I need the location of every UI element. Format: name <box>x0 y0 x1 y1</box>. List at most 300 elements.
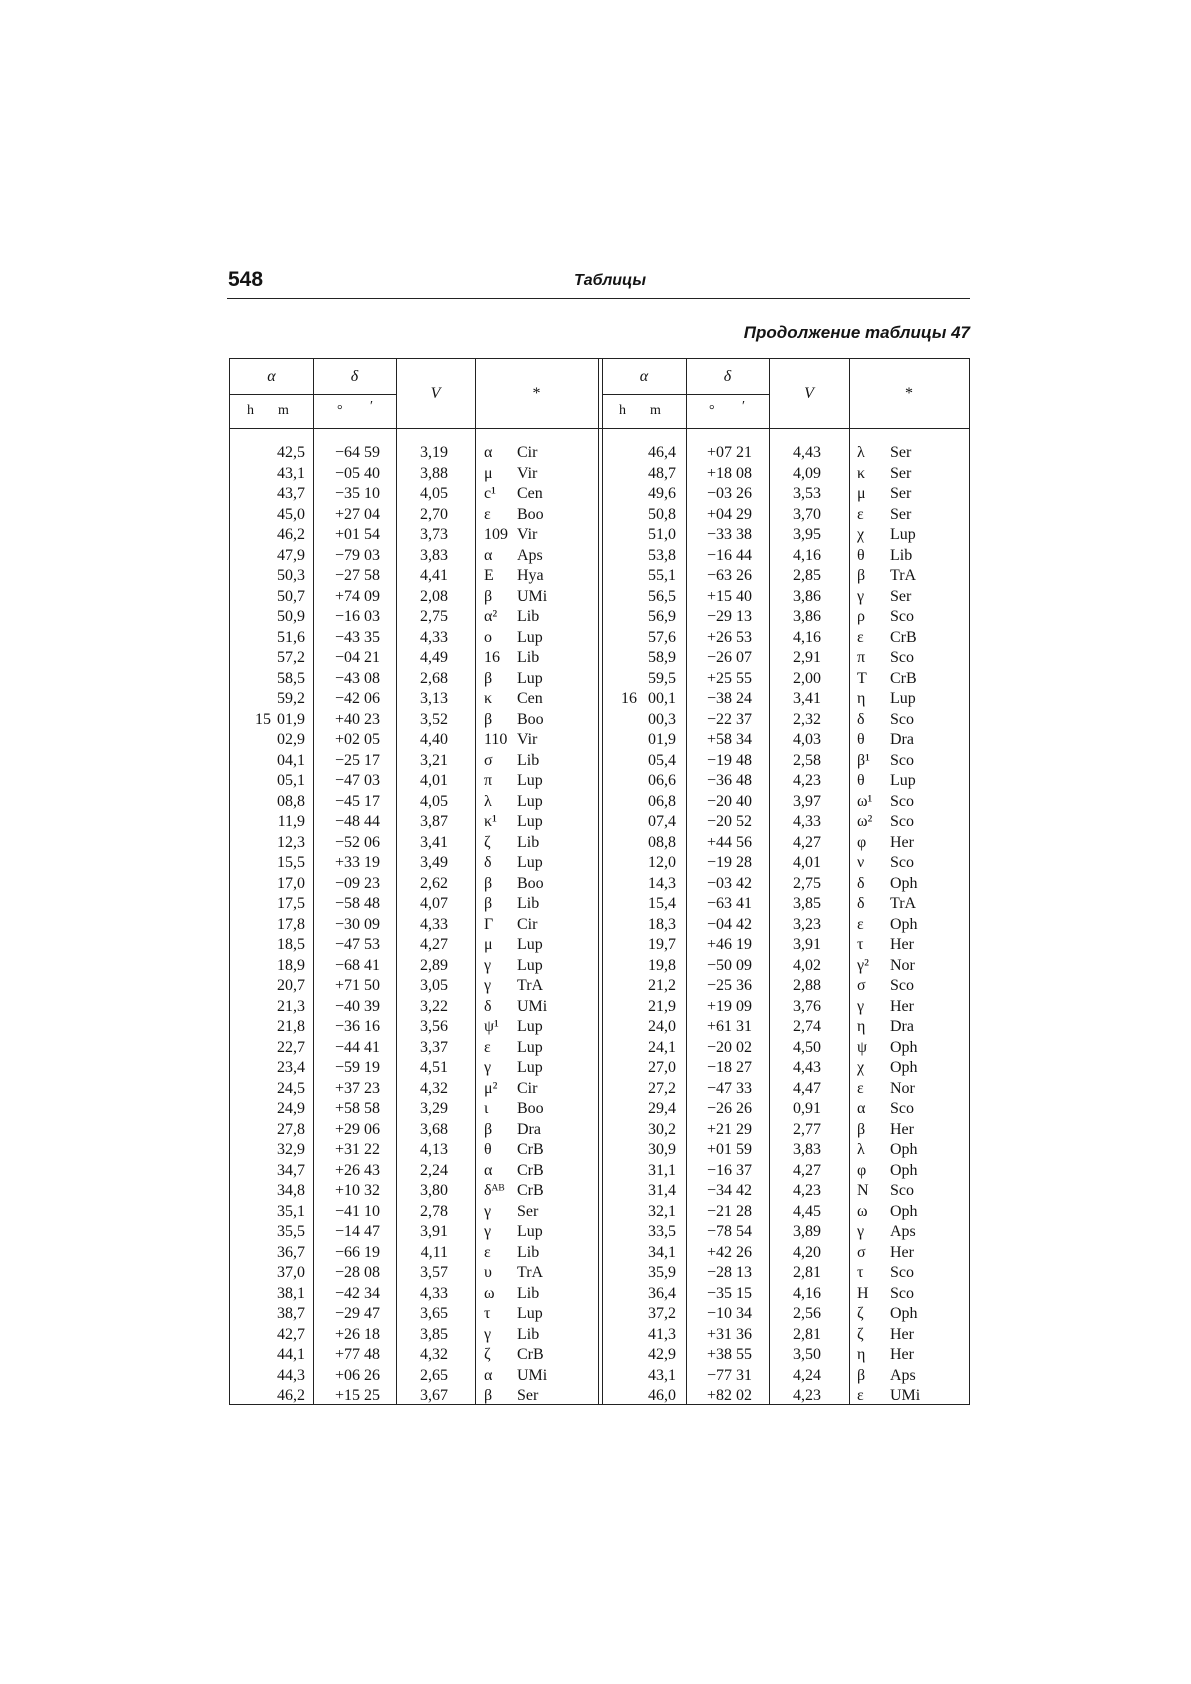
constellation: Lup <box>890 526 916 543</box>
star-designation: γ <box>484 956 492 974</box>
declination: −52 06 <box>334 833 380 851</box>
star-designation: ζ <box>484 833 491 851</box>
constellation: Sco <box>890 649 914 666</box>
magnitude: 3,70 <box>793 505 821 523</box>
magnitude: 2,88 <box>793 977 821 994</box>
ra-minutes: 50,3 <box>277 567 305 584</box>
ra-minutes: 21,3 <box>277 997 305 1015</box>
constellation: UMi <box>517 1366 548 1384</box>
header-star: * <box>905 385 913 402</box>
star-designation: π <box>484 772 493 789</box>
star-designation: δᴬᴮ <box>484 1182 505 1199</box>
star-designation: β <box>484 669 493 687</box>
declination: +04 29 <box>706 505 752 523</box>
magnitude: 2,58 <box>793 751 821 769</box>
magnitude: 4,43 <box>793 444 821 461</box>
running-title: Таблицы <box>573 272 647 289</box>
ra-minutes: 34,1 <box>648 1243 676 1261</box>
declination: −16 37 <box>706 1161 752 1179</box>
declination: +15 25 <box>334 1387 380 1404</box>
constellation: Aps <box>517 546 543 564</box>
magnitude: 3,19 <box>420 444 448 461</box>
declination: −16 44 <box>706 546 752 564</box>
declination: −47 33 <box>706 1079 752 1097</box>
constellation: Sco <box>890 1100 914 1117</box>
star-designation: β <box>484 587 493 605</box>
ra-minutes: 36,4 <box>648 1284 676 1302</box>
magnitude: 2,75 <box>793 874 821 892</box>
constellation: Lup <box>517 813 543 830</box>
declination: −19 48 <box>706 751 752 769</box>
star-designation: γ <box>484 1059 492 1076</box>
declination: +31 36 <box>706 1325 752 1343</box>
constellation: UMi <box>890 1387 921 1404</box>
declination: −21 28 <box>706 1202 752 1220</box>
magnitude: 4,33 <box>793 813 821 830</box>
constellation: CrB <box>517 1161 544 1179</box>
header-delta: δ <box>723 368 732 385</box>
star-designation: c¹ <box>484 485 496 502</box>
magnitude: 3,05 <box>420 977 448 994</box>
magnitude: 4,05 <box>420 792 448 810</box>
star-designation: T <box>857 669 867 687</box>
ra-minutes: 21,9 <box>648 997 676 1015</box>
constellation: CrB <box>517 1346 544 1363</box>
unit-hours: h <box>619 403 626 418</box>
ra-minutes: 42,9 <box>648 1346 676 1363</box>
declination: −20 02 <box>706 1038 752 1056</box>
ra-minutes: 46,4 <box>648 444 676 461</box>
constellation: Her <box>890 1243 914 1261</box>
ra-minutes: 47,9 <box>277 546 305 564</box>
magnitude: 4,01 <box>420 772 448 789</box>
ra-minutes: 50,9 <box>277 608 305 625</box>
constellation: TrA <box>890 895 917 912</box>
header-v: V <box>804 385 814 402</box>
declination: −27 58 <box>334 567 380 584</box>
star-designation: μ <box>484 936 493 953</box>
star-designation: λ <box>857 1141 865 1158</box>
declination: −66 19 <box>334 1243 380 1261</box>
star-designation: δ <box>484 854 492 871</box>
declination: +01 59 <box>706 1141 752 1158</box>
magnitude: 2,75 <box>420 608 448 625</box>
magnitude: 3,29 <box>420 1100 448 1117</box>
constellation: CrB <box>517 1141 544 1158</box>
constellation: Sco <box>890 813 914 830</box>
declination: −19 28 <box>706 854 752 871</box>
constellation: Lup <box>890 690 916 707</box>
constellation: Ser <box>890 444 912 461</box>
ra-minutes: 34,8 <box>277 1182 305 1199</box>
star-designation: α <box>484 546 493 564</box>
star-designation: χ <box>857 1059 865 1076</box>
declination: −25 36 <box>706 977 752 994</box>
star-designation: γ <box>484 1325 492 1343</box>
ra-minutes: 32,1 <box>648 1202 676 1220</box>
declination: +18 08 <box>706 464 752 482</box>
ra-minutes: 38,7 <box>277 1305 305 1322</box>
star-designation: ι <box>484 1100 489 1117</box>
magnitude: 4,03 <box>793 731 821 748</box>
declination: +15 40 <box>706 587 752 605</box>
constellation: Lup <box>517 792 543 810</box>
constellation: Oph <box>890 1141 918 1158</box>
constellation: Dra <box>890 1018 914 1035</box>
star-designation: Γ <box>484 915 494 933</box>
declination: −40 39 <box>334 997 380 1015</box>
star-designation: γ <box>484 1202 492 1220</box>
star-designation: ε <box>857 505 864 523</box>
constellation: Lup <box>517 628 543 646</box>
constellation: Oph <box>890 1038 918 1056</box>
magnitude: 4,09 <box>793 464 821 482</box>
declination: +58 34 <box>706 731 752 748</box>
constellation: UMi <box>517 587 548 605</box>
star-designation: ρ <box>857 608 865 625</box>
magnitude: 3,57 <box>420 1264 448 1281</box>
ra-minutes: 04,1 <box>277 751 305 769</box>
ra-minutes: 22,7 <box>277 1038 305 1056</box>
col-rule <box>686 359 687 1404</box>
ra-minutes: 57,6 <box>648 628 676 646</box>
ra-minutes: 32,9 <box>277 1141 305 1158</box>
magnitude: 3,95 <box>793 526 821 543</box>
star-designation: τ <box>857 1264 864 1281</box>
constellation: Lib <box>517 1284 540 1302</box>
magnitude: 3,80 <box>420 1182 448 1199</box>
ra-minutes: 19,7 <box>648 936 676 953</box>
constellation: Lup <box>517 772 543 789</box>
ra-minutes: 57,2 <box>277 649 305 666</box>
star-designation: 110 <box>484 731 508 748</box>
star-designation: μ² <box>484 1079 498 1097</box>
declination: −18 27 <box>706 1059 752 1076</box>
magnitude: 3,65 <box>420 1305 448 1322</box>
star-designation: κ¹ <box>484 813 497 830</box>
declination: −63 26 <box>706 567 752 584</box>
ra-minutes: 21,2 <box>648 977 676 994</box>
declination: −35 10 <box>334 485 380 502</box>
declination: −63 41 <box>706 895 752 912</box>
constellation: TrA <box>890 567 917 584</box>
constellation: Cen <box>517 690 543 707</box>
declination: −34 42 <box>706 1182 752 1199</box>
magnitude: 4,01 <box>793 854 821 871</box>
magnitude: 4,05 <box>420 485 448 502</box>
star-designation: α <box>484 1161 493 1179</box>
ra-minutes: 12,3 <box>277 833 305 851</box>
ra-minutes: 35,5 <box>277 1223 305 1240</box>
magnitude: 3,53 <box>793 485 821 502</box>
star-designation: β <box>484 1120 493 1138</box>
magnitude: 4,16 <box>793 1284 821 1302</box>
ra-minutes: 50,7 <box>277 587 305 605</box>
ra-minutes: 15,5 <box>277 854 305 871</box>
declination: −59 19 <box>334 1059 380 1076</box>
declination: −28 13 <box>706 1264 752 1281</box>
declination: −42 06 <box>334 690 380 707</box>
star-designation: θ <box>484 1141 492 1158</box>
header-mid-rule-right <box>602 394 769 395</box>
declination: −10 34 <box>706 1305 752 1322</box>
star-designation: δ <box>484 997 492 1015</box>
magnitude: 3,76 <box>793 997 821 1015</box>
declination: −04 42 <box>706 915 752 933</box>
constellation: Sco <box>890 854 914 871</box>
star-designation: σ <box>857 1243 866 1261</box>
header-mid-rule-left <box>230 394 396 395</box>
ra-minutes: 02,9 <box>277 731 305 748</box>
declination: +07 21 <box>706 444 752 461</box>
ra-minutes: 44,1 <box>277 1346 305 1363</box>
declination: −03 42 <box>706 874 752 892</box>
declination: +74 09 <box>334 587 380 605</box>
ra-minutes: 51,0 <box>648 526 676 543</box>
magnitude: 3,87 <box>420 813 448 830</box>
declination: +33 19 <box>334 854 380 871</box>
constellation: Lup <box>517 1018 543 1035</box>
star-designation: θ <box>857 731 865 748</box>
magnitude: 3,49 <box>420 854 448 871</box>
unit-arcmin: ′ <box>742 399 746 414</box>
constellation: Sco <box>890 608 914 625</box>
constellation: Cir <box>517 444 538 461</box>
magnitude: 2,62 <box>420 874 448 892</box>
constellation: Lup <box>517 956 543 974</box>
unit-hours: h <box>247 403 254 418</box>
ra-minutes: 43,1 <box>277 464 305 482</box>
magnitude: 3,85 <box>793 895 821 912</box>
star-designation: β <box>484 895 493 912</box>
ra-minutes: 05,4 <box>648 751 676 769</box>
ra-minutes: 05,1 <box>277 772 305 789</box>
constellation: Dra <box>890 731 914 748</box>
star-designation: δ <box>857 895 865 912</box>
star-designation: ζ <box>857 1325 864 1343</box>
ra-minutes: 08,8 <box>277 792 305 810</box>
magnitude: 4,33 <box>420 628 448 646</box>
header-v: V <box>430 385 441 402</box>
header-delta: δ <box>350 368 359 385</box>
ra-minutes: 36,7 <box>277 1243 305 1261</box>
header-alpha: α <box>639 368 649 385</box>
col-rule <box>475 359 476 1404</box>
star-designation: κ <box>484 690 493 707</box>
declination: −20 40 <box>706 792 752 810</box>
constellation: TrA <box>517 977 544 994</box>
declination: −36 48 <box>706 772 752 789</box>
constellation: Her <box>890 1325 914 1343</box>
declination: +77 48 <box>334 1346 380 1363</box>
ra-minutes: 59,2 <box>277 690 305 707</box>
magnitude: 4,13 <box>420 1141 448 1158</box>
declination: −36 16 <box>334 1018 380 1035</box>
declination: −22 37 <box>706 710 752 728</box>
unit-arcmin: ′ <box>370 399 374 414</box>
constellation: Sco <box>890 1182 914 1199</box>
constellation: Sco <box>890 977 914 994</box>
constellation: UMi <box>517 997 548 1015</box>
ra-minutes: 30,2 <box>648 1120 676 1138</box>
declination: −09 23 <box>334 874 380 892</box>
ra-minutes: 56,5 <box>648 587 676 605</box>
star-designation: ε <box>857 1387 864 1404</box>
ra-minutes: 31,1 <box>648 1161 676 1179</box>
magnitude: 2,65 <box>420 1366 448 1384</box>
ra-minutes: 27,0 <box>648 1059 676 1076</box>
declination: −29 13 <box>706 608 752 625</box>
ra-minutes: 17,0 <box>277 874 305 892</box>
declination: +10 32 <box>334 1182 380 1199</box>
constellation: Nor <box>890 956 915 974</box>
declination: +82 02 <box>706 1387 752 1404</box>
star-designation: ω <box>484 1284 495 1302</box>
star-designation: ω² <box>857 813 873 830</box>
star-designation: ω <box>857 1202 868 1220</box>
magnitude: 2,68 <box>420 669 448 687</box>
magnitude: 4,16 <box>793 628 821 646</box>
col-rule <box>849 359 850 1404</box>
magnitude: 3,37 <box>420 1038 448 1056</box>
col-rule <box>396 359 397 1404</box>
ra-minutes: 20,7 <box>277 977 305 994</box>
magnitude: 3,23 <box>793 915 821 933</box>
declination: +38 55 <box>706 1346 752 1363</box>
declination: −35 15 <box>706 1284 752 1302</box>
ra-minutes: 18,5 <box>277 936 305 953</box>
star-designation: β <box>484 1387 493 1404</box>
col-rule <box>769 359 770 1404</box>
magnitude: 4,32 <box>420 1079 448 1097</box>
ra-minutes: 46,0 <box>648 1387 676 1404</box>
constellation: Ser <box>890 464 912 482</box>
ra-minutes: 30,9 <box>648 1141 676 1158</box>
constellation: Lib <box>517 895 540 912</box>
constellation: Vir <box>517 731 538 748</box>
declination: −28 08 <box>334 1264 380 1281</box>
declination: −43 35 <box>334 628 380 646</box>
declination: −05 40 <box>334 464 380 482</box>
constellation: Sco <box>890 792 914 810</box>
magnitude: 2,81 <box>793 1325 821 1343</box>
declination: +44 56 <box>706 833 752 851</box>
magnitude: 3,86 <box>793 608 821 625</box>
magnitude: 3,89 <box>793 1223 821 1240</box>
star-table <box>229 358 970 1405</box>
header-rule <box>227 298 970 299</box>
ra-hours: 16 <box>621 690 637 707</box>
constellation: Sco <box>890 1264 914 1281</box>
declination: −43 08 <box>334 669 380 687</box>
constellation: Vir <box>517 464 538 482</box>
magnitude: 3,41 <box>793 690 821 707</box>
star-designation: ε <box>484 1243 491 1261</box>
ra-minutes: 50,8 <box>648 505 676 523</box>
ra-minutes: 46,2 <box>277 1387 305 1404</box>
magnitude: 4,47 <box>793 1079 821 1097</box>
star-designation: π <box>857 649 866 666</box>
header-bottom-rule <box>230 428 969 429</box>
ra-minutes: 46,2 <box>277 526 305 543</box>
magnitude: 4,27 <box>793 1161 821 1179</box>
declination: −20 52 <box>706 813 752 830</box>
magnitude: 4,45 <box>793 1202 821 1220</box>
magnitude: 4,16 <box>793 546 821 564</box>
star-designation: λ <box>857 444 865 461</box>
declination: +25 55 <box>706 669 752 687</box>
constellation: Dra <box>517 1120 541 1138</box>
magnitude: 4,07 <box>420 895 448 912</box>
star-designation: α <box>484 1366 493 1384</box>
magnitude: 3,85 <box>420 1325 448 1343</box>
star-designation: N <box>857 1182 869 1199</box>
ra-minutes: 35,9 <box>648 1264 676 1281</box>
ra-minutes: 18,9 <box>277 956 305 974</box>
constellation: Boo <box>517 874 544 892</box>
ra-minutes: 11,9 <box>277 813 305 830</box>
star-designation: 109 <box>484 526 508 543</box>
magnitude: 3,50 <box>793 1346 821 1363</box>
constellation: Lup <box>517 1223 543 1240</box>
star-designation: ο <box>484 628 492 646</box>
constellation: Lib <box>517 608 540 625</box>
declination: −50 09 <box>706 956 752 974</box>
declination: −33 38 <box>706 526 752 543</box>
continuation-caption: Продолжение таблицы 47 <box>743 323 970 342</box>
constellation: Her <box>890 833 914 851</box>
ra-minutes: 00,3 <box>648 710 676 728</box>
magnitude: 3,68 <box>420 1120 448 1138</box>
unit-degrees: ° <box>709 403 715 418</box>
star-designation: ψ¹ <box>484 1018 499 1035</box>
constellation: Cir <box>517 915 538 933</box>
ra-minutes: 43,7 <box>277 485 305 502</box>
constellation: Oph <box>890 1202 918 1220</box>
constellation: Oph <box>890 915 918 933</box>
star-designation: γ <box>857 587 865 605</box>
ra-minutes: 24,5 <box>277 1079 305 1097</box>
ra-minutes: 17,5 <box>277 895 305 912</box>
ra-minutes: 43,1 <box>648 1366 676 1384</box>
constellation: Nor <box>890 1079 915 1097</box>
ra-minutes: 58,5 <box>277 669 305 687</box>
ra-minutes: 01,9 <box>648 731 676 748</box>
star-designation: ω¹ <box>857 792 873 810</box>
ra-minutes: 14,3 <box>648 874 676 892</box>
constellation: Sco <box>890 1284 914 1302</box>
constellation: Boo <box>517 710 544 728</box>
constellation: Oph <box>890 1305 918 1322</box>
magnitude: 2,70 <box>420 505 448 523</box>
declination: +37 23 <box>334 1079 380 1097</box>
magnitude: 3,22 <box>420 997 448 1015</box>
ra-minutes: 21,8 <box>277 1018 305 1035</box>
magnitude: 3,52 <box>420 710 448 728</box>
declination: −04 21 <box>334 649 380 666</box>
declination: −25 17 <box>334 751 380 769</box>
constellation: TrA <box>517 1264 544 1281</box>
magnitude: 2,00 <box>793 669 821 687</box>
ra-minutes: 45,0 <box>277 505 305 523</box>
star-designation: E <box>484 567 494 584</box>
ra-minutes: 38,1 <box>277 1284 305 1302</box>
declination: +02 05 <box>334 731 380 748</box>
declination: −79 03 <box>334 546 380 564</box>
magnitude: 4,27 <box>420 936 448 953</box>
ra-minutes: 18,3 <box>648 915 676 933</box>
star-designation: υ <box>484 1264 492 1281</box>
